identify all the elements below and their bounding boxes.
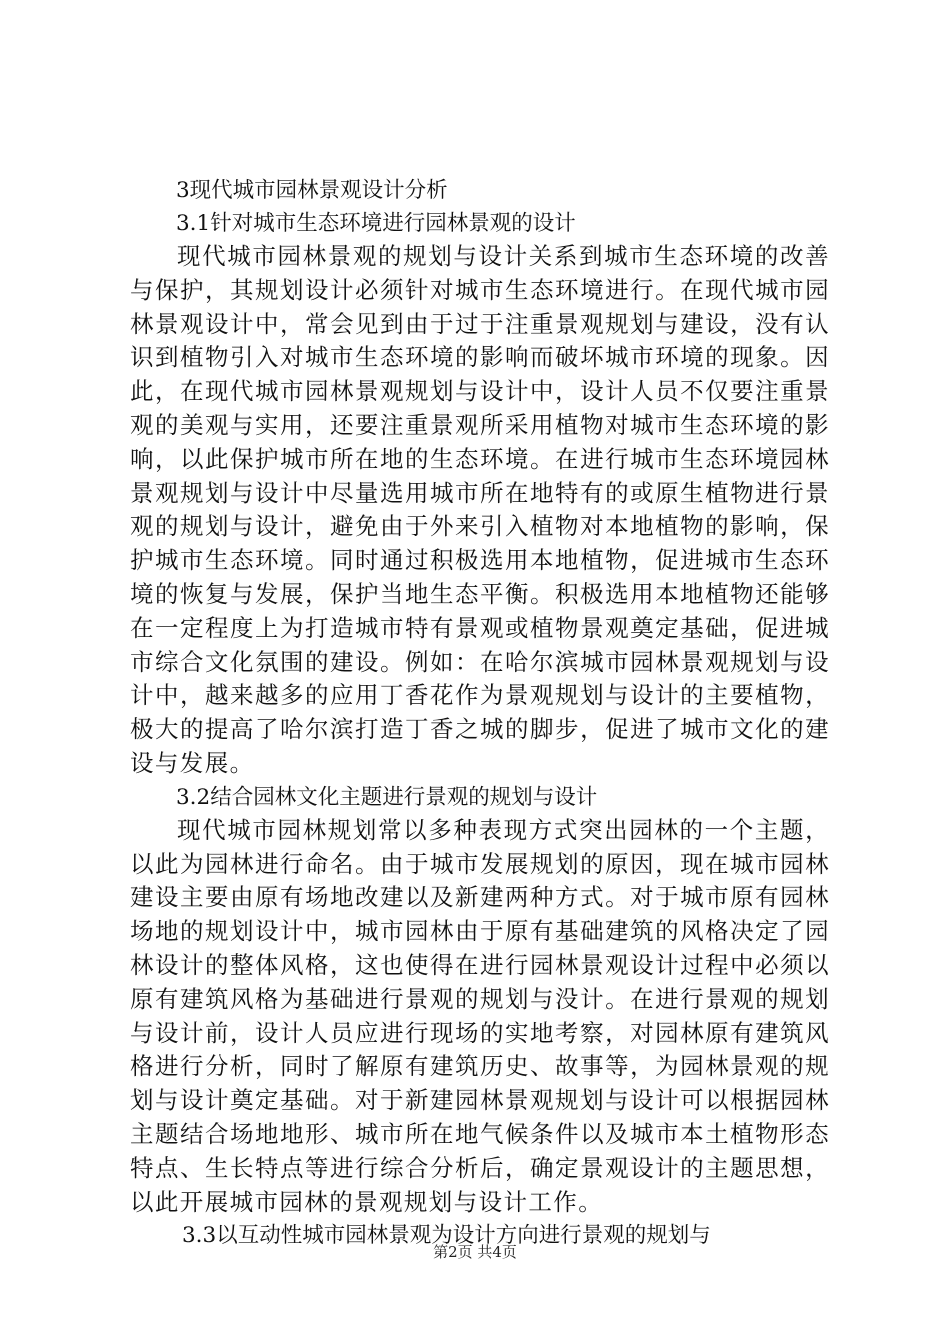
paragraph-3-1: 现代城市园林景观的规划与设计关系到城市生态环境的改善与保护，其规划设计必须针对城市生态环境进行。在现代城市园林景观设计中，常会见到由于过于注重景观规划与建设，没有认识到植物引入对城市生态环境的影响而破坏城市环境的现象。因此，在现代城市园林景观规划与设计中，设计人员不仅要注重景观的美观与实用，还要注重景观所采用植物对城市生态环境的影响，以此保护城市所在地的生态环境。在进行城市生态环境园林景观规划与设计中尽量选用城市所在地特有的或原生植物进行景观的规划与设计，避免由于外来引入植物对本地植物的影响，保护城市生态环境。同时通过积极选用本地植物，促进城市生态环境的恢复与发展，保护当地生态平衡。积极选用本地植物还能够在一定程度上为打造城市特有景观或植物景观奠定基础，促进城市综合文化氛围的建设。例如：在哈尔滨城市园林景观规划与设计中，越来越多的应用丁香花作为景观规划与设计的主要植物，极大的提高了哈尔滨打造丁香之城的脚步，促进了城市文化的建设与发展。	[130, 242, 830, 777]
document-body	[130, 174, 830, 1252]
page-number: 第2页 共4页	[433, 1243, 517, 1261]
subsection-heading-3-1: 3.1针对城市生态环境进行园林景观的设计	[176, 211, 576, 236]
page-footer	[0, 1242, 950, 1262]
subsection-heading-3-2: 3.2结合园林文化主题进行景观的规划与设计	[176, 784, 598, 810]
subsection-heading-3-3: 3.3以互动性城市园林景观为设计方向进行景观的规划与	[182, 1223, 711, 1249]
section-title: 3现代城市园林景观设计分析	[176, 178, 448, 203]
paragraph-3-2: 现代城市园林规划常以多种表现方式突出园林的一个主题，以此为园林进行命名。由于城市发展规划的原因，现在城市园林建设主要由原有场地改建以及新建两种方式。对于城市原有园林场地的规划设计中，城市园林由于原有基础建筑的风格决定了园林设计的整体风格，这也使得在进行园林景观设计过程中必须以原有建筑风格为基础进行景观的规划与没计。在进行景观的规划与设计前，设计人员应进行现场的实地考察，对园林原有建筑风格进行分析，同时了解原有建筑历史、故事等，为园林景观的规划与设计奠定基础。对于新建园林景观规划与设计可以根据园林主题结合场地地形、城市所在地气候条件以及城市本土植物形态特点、生长特点等进行综合分析后，确定景观设计的主题思想，以此开展城市园林的景观规划与设计工作。	[130, 815, 830, 1216]
